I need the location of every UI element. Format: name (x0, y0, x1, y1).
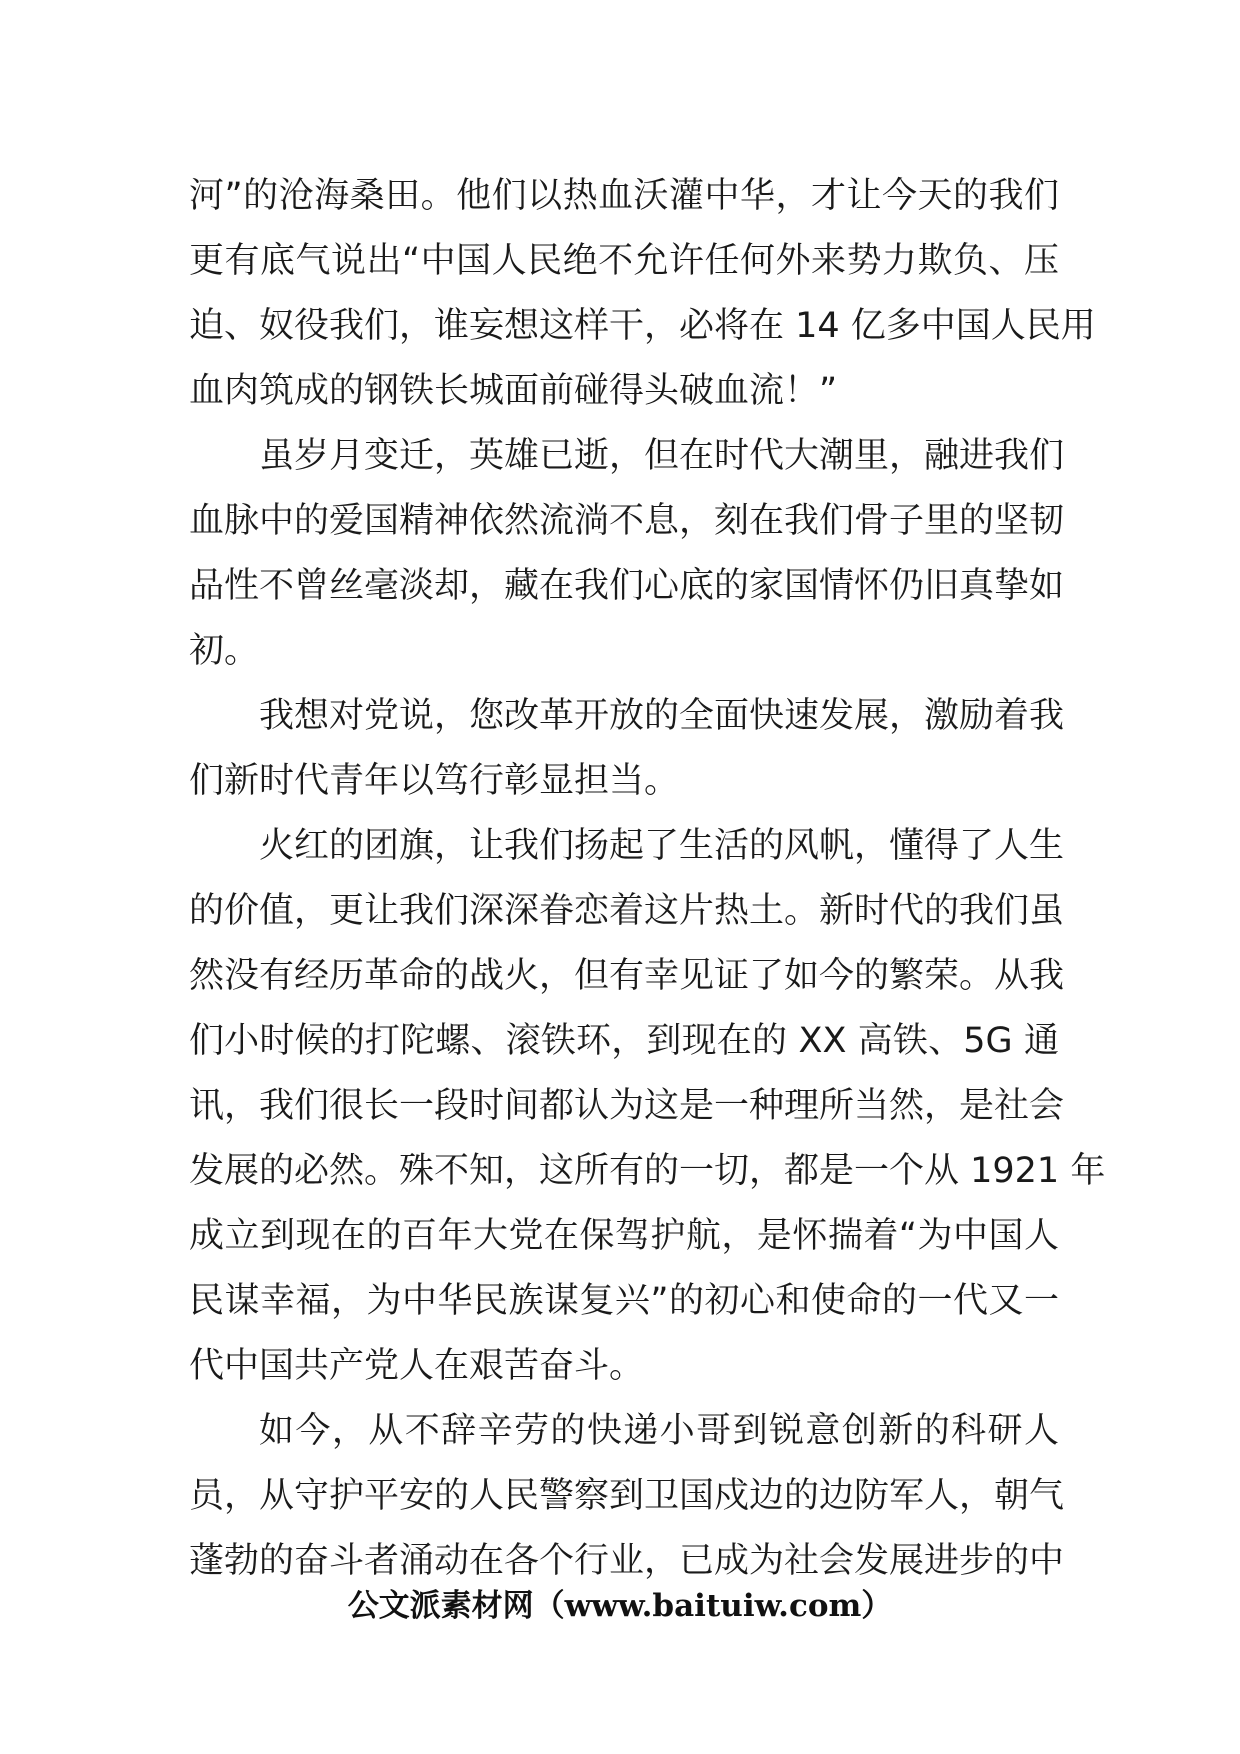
text-line: 虽岁月变迁，英雄已逝，但在时代大潮里，融进我们 (259, 436, 1065, 476)
text-line: 民谋幸福，为中华民族谋复兴”的初心和使命的一代又一 (189, 1281, 1059, 1321)
paragraph (189, 684, 1065, 814)
text-line: 更有底气说出“中国人民绝不允许任何外来势力欺负、压 (189, 241, 1059, 281)
paragraph (189, 1399, 1065, 1594)
text-line: 初。 (189, 631, 260, 671)
text-line: 血脉中的爱国精神依然流淌不息，刻在我们骨子里的坚韧 (189, 501, 1065, 541)
text-line: 的价值，更让我们深深眷恋着这片热土。新时代的我们虽 (189, 891, 1065, 931)
text-line: 迫、奴役我们，谁妄想这样干，必将在 14 亿多中国人民用 (189, 306, 1096, 346)
text-line: 品性不曾丝毫淡却，藏在我们心底的家国情怀仍旧真挚如 (189, 566, 1065, 606)
body-text (189, 164, 1106, 1594)
text-line: 蓬勃的奋斗者涌动在各个行业，已成为社会发展进步的中 (189, 1541, 1065, 1581)
text-line: 发展的必然。殊不知，这所有的一切，都是一个从 1921 年 (189, 1151, 1106, 1191)
paragraph (189, 164, 1096, 424)
text-line: 成立到现在的百年大党在保驾护航，是怀揣着“为中国人 (189, 1216, 1059, 1256)
footer-watermark: 公文派素材网（www.baituiw.com） (347, 1588, 893, 1624)
text-line: 然没有经历革命的战火，但有幸见证了如今的繁荣。从我 (189, 956, 1065, 996)
text-line: 员，从守护平安的人民警察到卫国戍边的边防军人，朝气 (189, 1476, 1065, 1516)
text-line: 火红的团旗，让我们扬起了生活的风帆，懂得了人生 (259, 826, 1065, 866)
text-line: 们新时代青年以笃行彰显担当。 (189, 761, 680, 801)
text-line: 们小时候的打陀螺、滚铁环，到现在的 XX 高铁、5G 通 (189, 1021, 1059, 1061)
paragraph (189, 424, 1065, 684)
text-line: 讯，我们很长一段时间都认为这是一种理所当然，是社会 (189, 1086, 1065, 1126)
text-line: 如今，从不辞辛劳的快递小哥到锐意创新的科研人 (259, 1411, 1059, 1451)
text-line: 我想对党说，您改革开放的全面快速发展，激励着我 (259, 696, 1065, 736)
text-line: 代中国共产党人在艰苦奋斗。 (189, 1346, 645, 1386)
paragraph (189, 814, 1106, 1399)
text-line: 河”的沧海桑田。他们以热血沃灌中华，才让今天的我们 (189, 176, 1059, 216)
text-line: 血肉筑成的钢铁长城面前碰得头破血流！” (189, 371, 838, 411)
